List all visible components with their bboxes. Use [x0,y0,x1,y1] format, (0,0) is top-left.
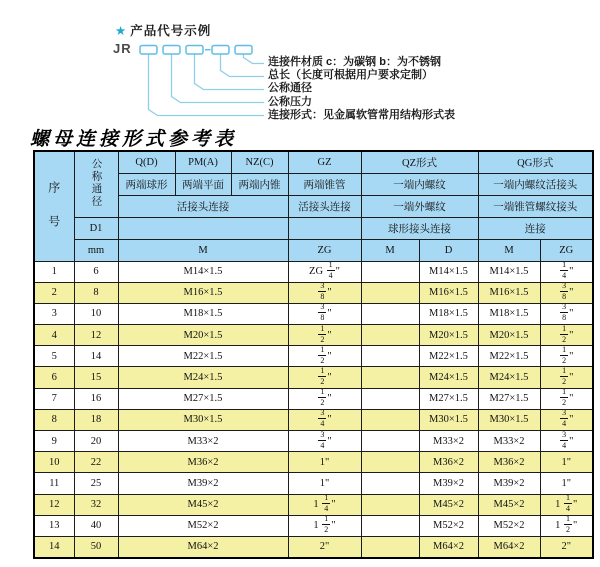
table-cell: M39×2 [478,473,540,494]
table-cell: M64×2 [419,536,478,557]
table-cell: $\frac{1}{4}$ " [540,261,593,282]
col-header-qz-row3: 一端外螺纹 [361,195,478,217]
table-cell: M36×2 [118,452,288,473]
table-cell: M22×1.5 [118,346,288,367]
table-cell: M33×2 [478,431,540,452]
table-cell: 14 [34,536,74,557]
table-cell: 6 [74,261,118,282]
table-cell: 18 [74,409,118,430]
col-header-qg-unit-zg: ZG [540,239,593,261]
col-header-seq-label: 序号 [46,180,61,249]
table-row [34,346,593,367]
table-cell: M18×1.5 [419,303,478,324]
table-cell: 4 [34,325,74,346]
col-header-mm: mm [74,239,118,261]
table-cell [361,388,419,409]
table-cell: 10 [34,452,74,473]
table-cell: 6 [34,367,74,388]
col-header-pm-desc: 两端平面 [175,173,231,195]
table-cell [361,325,419,346]
table-cell: 1 $\frac{1}{2}$ " [288,515,361,536]
page-title: 螺母连接形式参考表 [30,129,238,150]
table-row [34,367,593,388]
table-cell: M24×1.5 [478,367,540,388]
col-header-qg-code: QG形式 [478,151,593,173]
diagram-heading [115,21,211,39]
table-row [34,388,593,409]
table-cell: 2 [34,282,74,303]
table-row [34,282,593,303]
col-header-nominal-label: 公称通径 [90,157,102,208]
code-box [140,46,157,55]
table-cell: $\frac{1}{2}$ " [288,325,361,346]
table-cell: 22 [74,452,118,473]
col-header-qz-unit-m: M [361,239,419,261]
table-row [34,409,593,430]
diagram-label-total-length: 总长（长度可根据用户要求定制） [268,69,433,82]
table-header [34,151,593,261]
table-cell: 1 $\frac{1}{4}$ " [540,494,593,515]
table-row [34,536,593,557]
connector-line [195,54,265,90]
table-cell: M33×2 [419,431,478,452]
header-row-d1 [34,217,593,239]
col-header-blank [118,217,288,239]
table-cell: M24×1.5 [419,367,478,388]
table-cell: $\frac{3}{4}$ " [540,431,593,452]
table-cell: 20 [74,431,118,452]
table-cell: M14×1.5 [478,261,540,282]
header-row-connection-type [34,195,593,217]
table-cell: $\frac{3}{4}$ " [288,431,361,452]
table-cell [361,303,419,324]
table-cell: M22×1.5 [478,346,540,367]
table-cell: 11 [34,473,74,494]
table-cell: 25 [74,473,118,494]
header-row-units [34,239,593,261]
table-cell: M18×1.5 [118,303,288,324]
table-cell: 2" [540,536,593,557]
table-cell: $\frac{3}{8}$ " [288,303,361,324]
table-cell: M39×2 [419,473,478,494]
table-cell: M22×1.5 [419,346,478,367]
diagram-heading-text: 产品代号示例 [130,24,212,38]
table-cell: M27×1.5 [419,388,478,409]
col-header-nz-desc: 两端内锥 [231,173,288,195]
table-cell: 3 [34,303,74,324]
table-cell: 10 [74,303,118,324]
code-box [163,46,180,55]
table-cell: M18×1.5 [478,303,540,324]
connector-line [244,54,265,64]
col-header-qg-row3: 一端锥管螺纹接头 [478,195,593,217]
table-cell: $\frac{1}{2}$ " [540,388,593,409]
table-cell: 1 $\frac{1}{4}$ " [288,494,361,515]
col-header-nz-code: NZ(C) [231,151,288,173]
nut-connection-reference-table [33,150,594,559]
table-cell [361,473,419,494]
col-header-gz-connect: 活接头连接 [288,195,361,217]
table-cell: M45×2 [118,494,288,515]
table-cell: M30×1.5 [478,409,540,430]
code-box [235,46,252,55]
table-row [34,325,593,346]
col-header-q-code: Q(D) [118,151,175,173]
table-cell: M20×1.5 [419,325,478,346]
table-cell: $\frac{1}{2}$ " [540,346,593,367]
table-row [34,452,593,473]
table-cell [361,282,419,303]
table-cell: $\frac{3}{4}$ " [288,409,361,430]
table-cell: M45×2 [419,494,478,515]
table-cell [361,494,419,515]
table-cell: M52×2 [118,515,288,536]
table-cell: M45×2 [478,494,540,515]
col-header-gz-desc: 两端锥管 [288,173,361,195]
table-cell: $\frac{1}{2}$ " [288,346,361,367]
table-cell: $\frac{1}{2}$ " [288,367,361,388]
table-cell: 1" [540,473,593,494]
table-cell: $\frac{1}{2}$ " [540,367,593,388]
table-cell: M27×1.5 [478,388,540,409]
col-header-d1: D1 [74,217,118,239]
connector-line [221,54,265,77]
table-cell [361,536,419,557]
table-cell: 7 [34,388,74,409]
col-header-m-unit: M [118,239,288,261]
table-cell: 1 $\frac{1}{2}$ " [540,515,593,536]
table-row [34,431,593,452]
table-cell: M30×1.5 [118,409,288,430]
table-cell: 1" [288,452,361,473]
col-header-qz-code: QZ形式 [361,151,478,173]
table-row [34,261,593,282]
col-header-gz-unit: ZG [288,239,361,261]
table-cell: 1" [288,473,361,494]
table-cell: 1 [34,261,74,282]
col-header-qg-desc: 一端内螺纹活接头 [478,173,593,195]
table-cell: M16×1.5 [419,282,478,303]
star-icon: ★ [115,24,128,38]
col-header-qz-unit-d: D [419,239,478,261]
table-cell: 15 [74,367,118,388]
table-cell [361,431,419,452]
table-cell [361,367,419,388]
table-cell: 9 [34,431,74,452]
header-row-descriptions [34,173,593,195]
table-cell: M36×2 [478,452,540,473]
code-box [212,46,229,55]
col-header-qg-row4: 连接 [478,217,593,239]
table-cell: M16×1.5 [118,282,288,303]
table-row [34,473,593,494]
col-header-nominal-diameter [74,151,118,217]
diagram-labels [268,56,455,122]
table-cell [361,261,419,282]
table-body [34,261,593,558]
col-header-union-connect: 活接头连接 [118,195,288,217]
table-cell: 16 [74,388,118,409]
table-cell: $\frac{3}{8}$ " [288,282,361,303]
table-cell: M14×1.5 [118,261,288,282]
table-cell [361,409,419,430]
table-cell: M14×1.5 [419,261,478,282]
table-cell: 12 [34,494,74,515]
table-cell [361,515,419,536]
table-cell: 32 [74,494,118,515]
diagram-label-nominal-diameter: 公称通径 [268,82,312,95]
col-header-blank [288,217,361,239]
table-cell: ZG $\frac{1}{4}$ " [288,261,361,282]
table-cell: M16×1.5 [478,282,540,303]
col-header-qz-desc: 一端内螺纹 [361,173,478,195]
table-cell: M64×2 [478,536,540,557]
table-cell: M39×2 [118,473,288,494]
col-header-qg-unit-m: M [478,239,540,261]
table-row [34,515,593,536]
diagram-label-nominal-pressure: 公称压力 [268,95,312,108]
table-cell: 8 [74,282,118,303]
col-header-q-desc: 两端球形 [118,173,175,195]
table-cell [361,346,419,367]
table-cell: M36×2 [419,452,478,473]
table-row [34,303,593,324]
table-cell: M64×2 [118,536,288,557]
table-cell: $\frac{3}{8}$ " [540,303,593,324]
diagram-label-material: 连接件材质 c：为碳钢 b：为不锈钢 [268,56,441,68]
diagram-label-connection-form: 连接形式：见金属软管常用结构形式表 [268,108,455,121]
col-header-seq [34,151,74,261]
table-cell: M24×1.5 [118,367,288,388]
connector-line [149,54,265,116]
table-cell: $\frac{1}{2}$ " [288,388,361,409]
table-cell: M27×1.5 [118,388,288,409]
table-cell: $\frac{1}{2}$ " [540,325,593,346]
table-cell: 13 [34,515,74,536]
table-cell: 12 [74,325,118,346]
table-cell: M20×1.5 [118,325,288,346]
col-header-qz-row4: 球形接头连接 [361,217,478,239]
table-cell: 5 [34,346,74,367]
table-cell: 50 [74,536,118,557]
table-row [34,494,593,515]
table-cell: $\frac{3}{4}$ " [540,409,593,430]
table-cell: 40 [74,515,118,536]
table-cell: 2" [288,536,361,557]
table-cell: M33×2 [118,431,288,452]
col-header-gz-code: GZ [288,151,361,173]
table-cell: M52×2 [478,515,540,536]
table-cell: 1" [540,452,593,473]
code-box [186,46,203,55]
table-cell: 8 [34,409,74,430]
table-cell: M30×1.5 [419,409,478,430]
table-cell: M20×1.5 [478,325,540,346]
table-cell [361,452,419,473]
col-header-pm-code: PM(A) [175,151,231,173]
header-row-codes [34,151,593,173]
table-cell: 14 [74,346,118,367]
table-cell: $\frac{3}{8}$ " [540,282,593,303]
product-code-prefix: JR [113,41,132,56]
table-cell: M52×2 [419,515,478,536]
